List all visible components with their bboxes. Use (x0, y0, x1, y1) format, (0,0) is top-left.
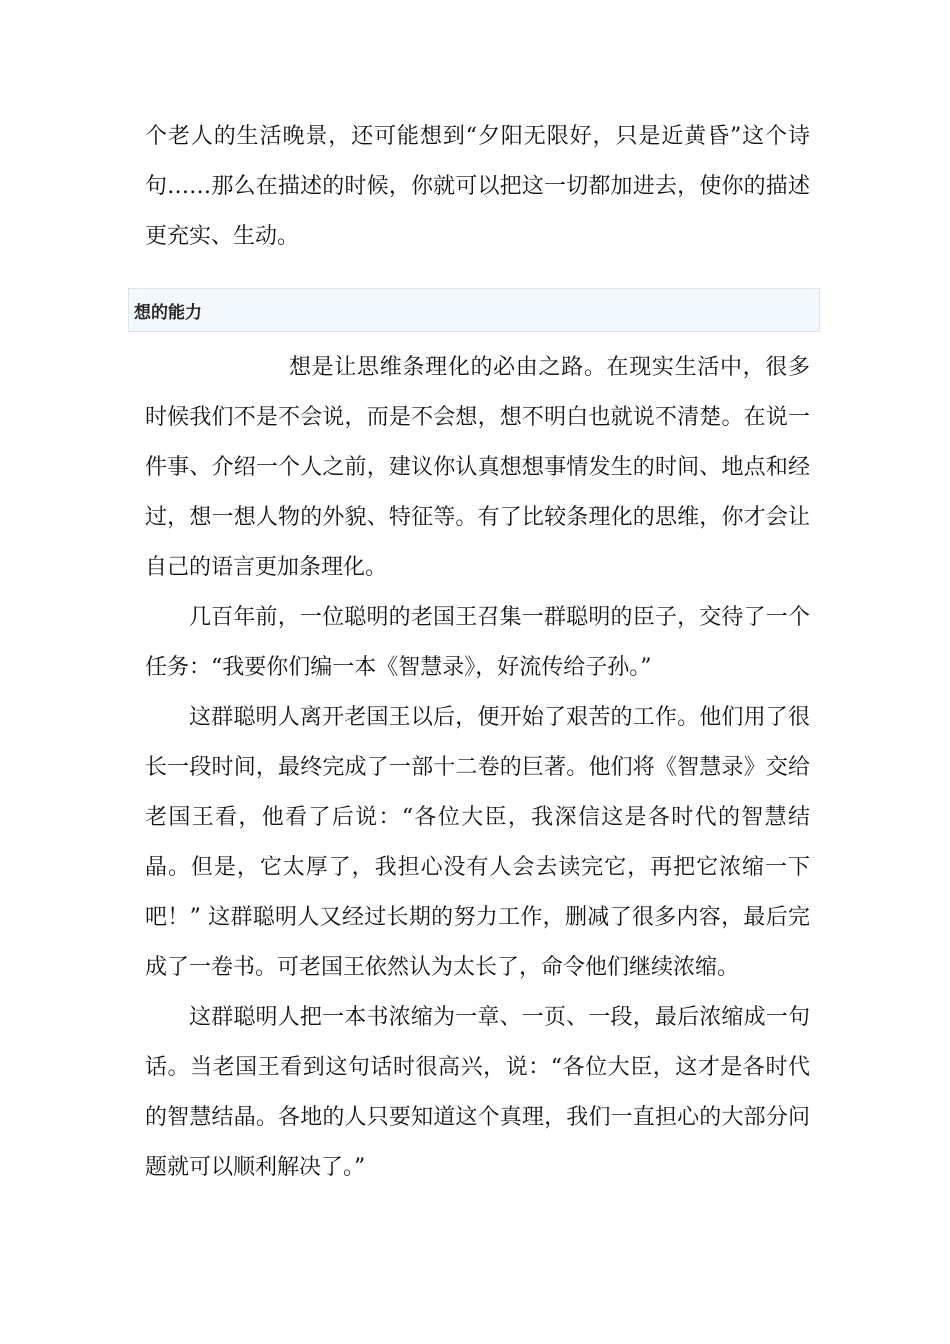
body-paragraph: 这群聪明人把一本书浓缩为一章、一页、一段，最后浓缩成一句话。当老国王看到这句话时很高兴，说：“各位大臣，这才是各时代的智慧结晶。各地的人只要知道这个真理，我们一直担心的大部分问题就可以顺利解决了。” (145, 1005, 810, 1180)
body-paragraph: 几百年前，一位聪明的老国王召集一群聪明的臣子，交待了一个任务：“我要你们编一本《智慧录》，好流传给子孙。” (145, 605, 810, 680)
section-body (145, 343, 810, 1193)
body-paragraph: 这群聪明人离开老国王以后，便开始了艰苦的工作。他们用了很长一段时间，最终完成了一部十二卷的巨著。他们将《智慧录》交给老国王看，他看了后说：“各位大臣，我深信这是各时代的智慧结晶。但是，它太厚了，我担心没有人会去读完它，再把它浓缩一下吧！” 这群聪明人又经过长期的努力工作，删减了很多内容，最后完成了一卷书。可老国王依然认为太长了，命令他们继续浓缩。 (145, 705, 810, 980)
section-heading: 想的能力 (134, 303, 202, 323)
intro-paragraph: 个老人的生活晚景，还可能想到“夕阳无限好，只是近黄昏”这个诗句……那么在描述的时候，你就可以把这一切都加进去，使你的描述更充实、生动。 (145, 124, 810, 249)
body-paragraph: 想是让思维条理化的必由之路。在现实生活中，很多时候我们不是不会说，而是不会想，想不明白也就说不清楚。在说一件事、介绍一个人之前，建议你认真想想事情发生的时间、地点和经过，想一想人物的外貌、特征等。有了比较条理化的思维，你才会让自己的语言更加条理化。 (145, 355, 810, 580)
section-heading-box (128, 288, 820, 332)
